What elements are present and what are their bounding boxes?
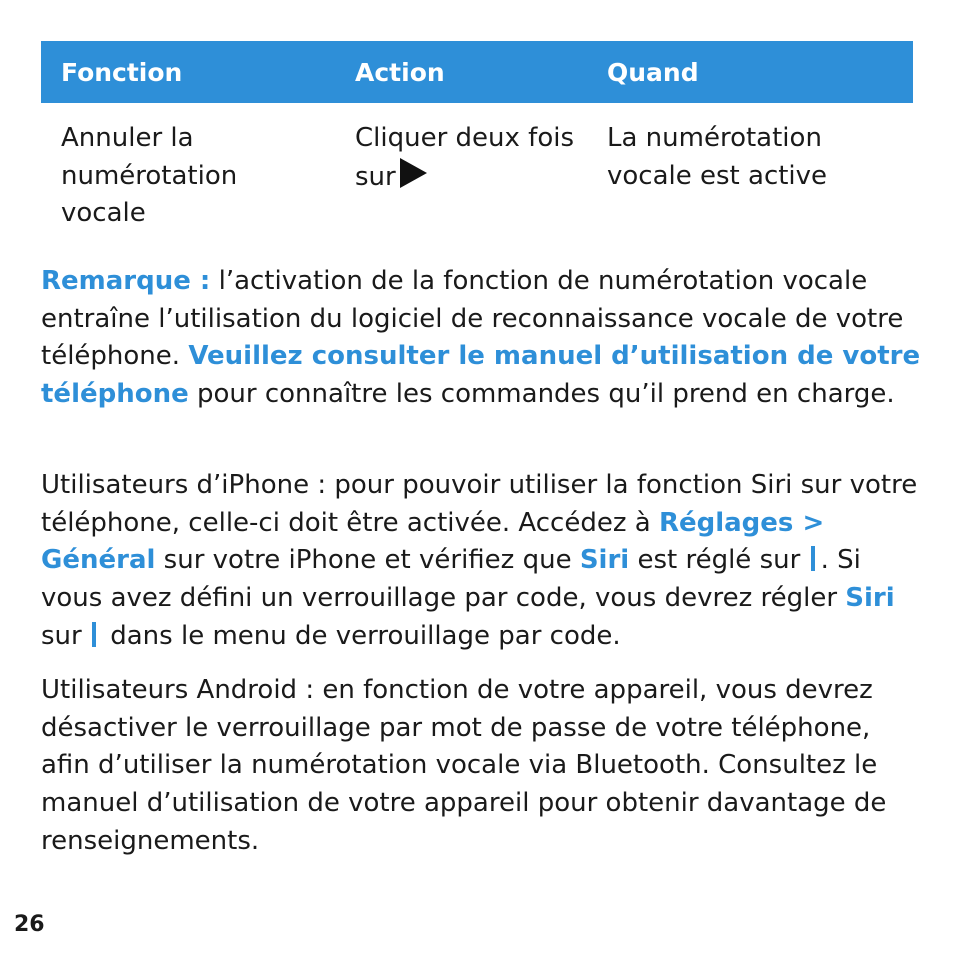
table-header — [41, 41, 913, 103]
header-fonction: Fonction — [61, 58, 183, 87]
android-paragraph: Utilisateurs Android : en fonction de votre appareil, vous devrez désactiver le verrouillage par mot de passe de votre téléphone, afin d’utiliser la numérotation vocale via Bluetooth. Consultez le manuel d’utilisation de votre appareil pour obtenir davantage de renseignements. — [41, 675, 887, 856]
page-number: 26 — [14, 912, 45, 937]
cell-action-text: Cliquer deux fois sur — [355, 123, 574, 192]
note-paragraph — [41, 263, 921, 414]
siri-label-1: Siri — [579, 545, 630, 576]
toggle-on-icon — [811, 546, 815, 571]
note-text-2: pour connaître les commandes qu’il prend en charge. — [188, 379, 895, 410]
toggle-on-icon — [92, 622, 96, 647]
siri-label-2: Siri — [845, 583, 895, 614]
cell-fonction: Annuler la numérotation vocale — [61, 123, 238, 228]
table-row — [41, 103, 913, 241]
function-table — [41, 41, 913, 241]
iphone-text-6: dans le menu de verrouillage par code. — [101, 620, 621, 651]
iphone-text-5: sur — [41, 620, 90, 651]
iphone-text-2: sur votre iPhone et vérifiez que — [155, 545, 580, 576]
header-quand: Quand — [607, 58, 699, 87]
cell-quand: La numérotation vocale est active — [607, 123, 828, 191]
note-text-1: l’activation de la fonction de numérotation vocale entraîne l’utilisation du logiciel de reconnaissance vocale de votre téléphone. — [41, 266, 904, 372]
cell-action — [355, 120, 595, 196]
note-highlight: Veuillez consulter le manuel d’utilisation de votre téléphone — [41, 341, 921, 410]
iphone-text-1: Utilisateurs d’iPhone : pour pouvoir utiliser la fonction Siri sur votre téléphone, celle-ci doit être activée. Accédez à — [41, 470, 918, 538]
iphone-paragraph — [41, 467, 921, 656]
header-action: Action — [355, 58, 445, 87]
iphone-text-4: . Si vous avez défini un verrouillage par code, vous devrez régler — [41, 545, 861, 614]
play-icon — [400, 158, 427, 188]
settings-path: Réglages > Général — [41, 507, 825, 576]
note-label: Remarque : — [41, 266, 211, 296]
iphone-text-3: est réglé sur — [629, 545, 809, 576]
